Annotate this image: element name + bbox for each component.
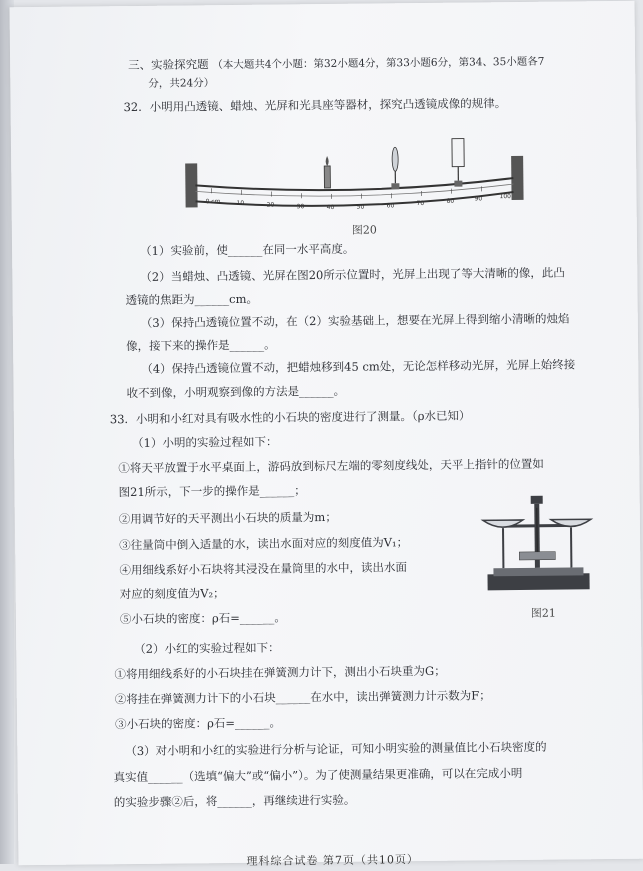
- q33-step4: ④用细线系好小石块将其浸没在量筒里的水中，读出水面: [119, 560, 407, 578]
- q32-part3-cont: 像，接下来的操作是______。: [126, 338, 276, 355]
- q32-part4-cont: 收不到像，小明观察到像的方法是______。: [126, 384, 345, 401]
- tick-40: 40: [327, 204, 335, 211]
- q32-part4: （4）保持凸透镜位置不动，把蜡烛移到45 cm处，无论怎样移动光屏，光屏上始终接: [141, 357, 575, 377]
- q32-part3: （3）保持凸透镜位置不动，在（2）实验基础上，想要在光屏上得到缩小清晰的烛焰: [141, 311, 570, 330]
- q33-stem: 33．小明和小红对具有吸水性的小石块的密度进行了测量。（ρ水已知）: [110, 408, 471, 427]
- q33-step2: ②用调节好的天平测出小石块的质量为m；: [119, 510, 337, 527]
- q33-hong-step2: ②将挂在弹簧测力计下的小石块______在水中，读出弹簧测力计示数为F；: [115, 688, 491, 707]
- figure-20-caption: 图20: [352, 221, 377, 237]
- q33-part3-cont2: 的实验步骤②后，将______，再继续进行实验。: [114, 793, 356, 811]
- candle-icon: [324, 156, 330, 188]
- q33-step3: ③往量筒中倒入适量的水，读出水面对应的刻度值为V₁；: [119, 535, 408, 553]
- q33-step1-cont: 图21所示，下一步的操作是______；: [119, 483, 306, 500]
- figure-21-caption: 图21: [531, 605, 556, 621]
- q33-part2-title: （2）小红的实验过程如下：: [134, 641, 279, 658]
- exam-page: [10, 1, 643, 865]
- q33-step4-cont: 对应的刻度值为V₂；: [120, 586, 225, 602]
- q32-stem: 32．小明用凸透镜、蜡烛、光屏和光具座等器材，探究凸透镜成像的规律。: [124, 96, 507, 115]
- screen-icon: [452, 139, 465, 187]
- tick-80: 80: [447, 198, 455, 205]
- q32-part2-cont: 透镜的焦距为______cm。: [126, 292, 259, 308]
- balance-scale-plate: [519, 552, 555, 560]
- tick-50: 50: [357, 204, 365, 211]
- tick-100: 100: [499, 193, 511, 200]
- q33-step5: ⑤小石块的密度：ρ石=______。: [120, 610, 286, 627]
- figure-21-balance: [473, 487, 602, 598]
- tick-0: 0 cm: [206, 198, 221, 205]
- q33-part1-title: （1）小明的实验过程如下：: [132, 435, 277, 452]
- tick-20: 20: [267, 202, 275, 209]
- lens-icon: [391, 147, 399, 189]
- q33-step1: ①将天平放置于水平桌面上，游码放到标尺左端的零刻度线处，天平上指针的位置如: [118, 457, 544, 476]
- q33-hong-step1: ①将用细线系好的小石块挂在弹簧测力计下，测出小石块重为G；: [114, 664, 445, 682]
- q33-part3-cont1: 真实值______（选填“偏大”或“偏小”）。为了使测量结果更准确，可以在完成小明: [114, 766, 523, 785]
- tick-10: 10: [237, 200, 245, 207]
- balance-pointer: [537, 508, 538, 558]
- q33-part3: （3）对小明和小红的实验进行分析与论证，可知小明实验的测量值比小石块密度的: [125, 740, 546, 759]
- section-note: （本大题共4个小题：第32小题4分，第33小题6分，第34、35小题各7: [212, 56, 544, 71]
- page-footer: 理科综合试卷 第7页（共10页）: [246, 851, 419, 869]
- tick-90: 90: [475, 195, 483, 202]
- tick-60: 60: [387, 202, 395, 209]
- section-title: 三、实验探究题: [128, 57, 209, 72]
- q32-part2: （2）当蜡烛、凸透镜、光屏在图20所示位置时，光屏上出现了等大清晰的像，此凸: [140, 265, 565, 284]
- section-note-cont: 分，共24分）: [148, 76, 214, 92]
- q32-part1: （1）实验前，使______在同一水平高度。: [140, 242, 354, 259]
- q33-hong-step3: ③小石块的密度：ρ石=______。: [115, 715, 281, 732]
- bench-ticks: [211, 185, 481, 200]
- tick-70: 70: [417, 200, 425, 207]
- section-heading: [128, 54, 544, 74]
- bench-scale-line: [195, 184, 513, 197]
- figure-20-optical-bench: [181, 130, 532, 224]
- tick-30: 30: [297, 203, 305, 210]
